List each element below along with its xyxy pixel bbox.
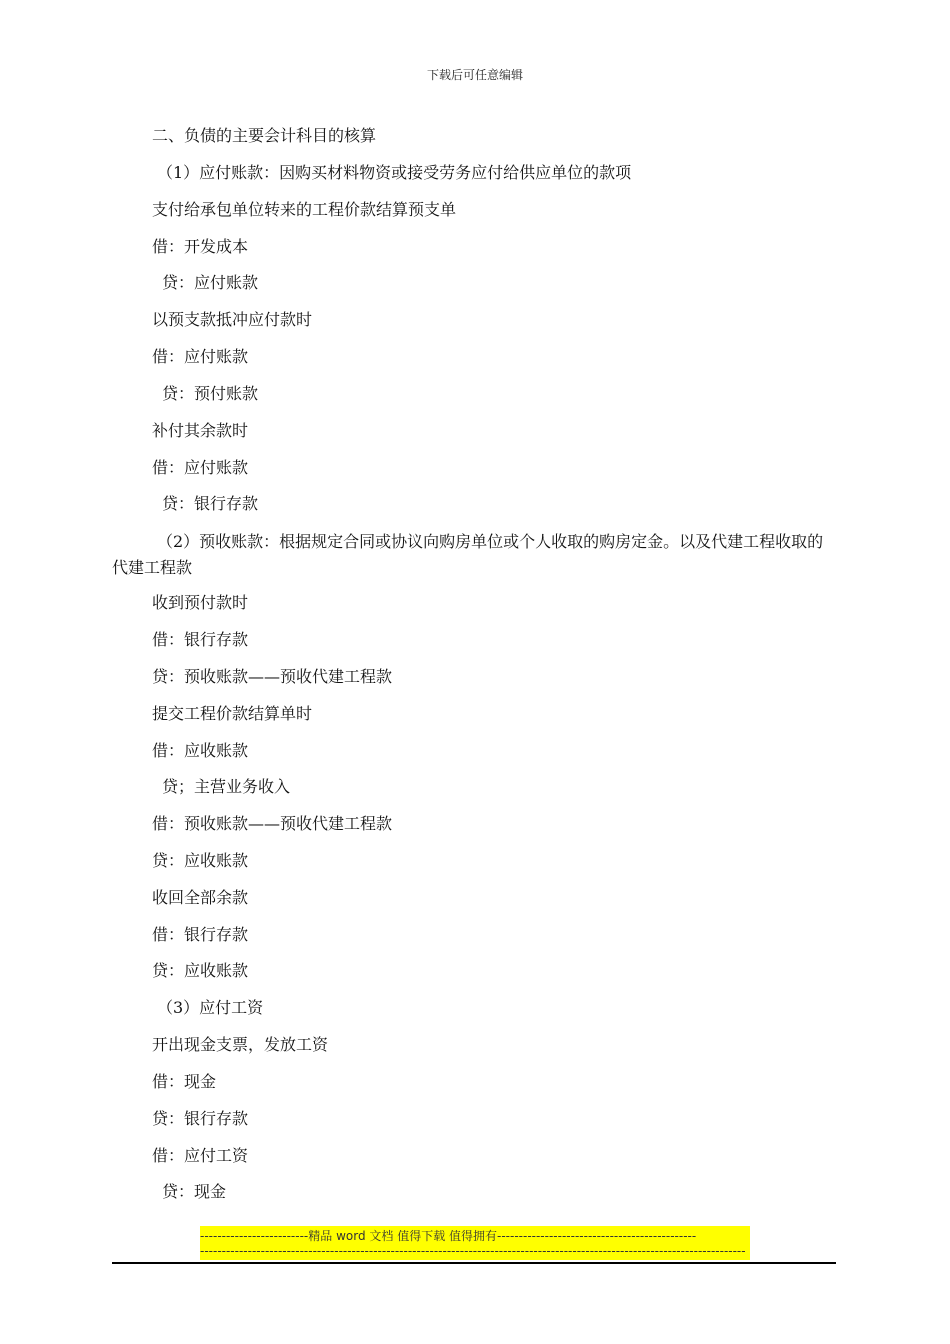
paragraph: 提交工程价款结算单时 [152, 704, 313, 723]
journal-credit: 贷：银行存款 [162, 494, 259, 513]
journal-debit: 借：应付账款 [152, 347, 249, 366]
footer-banner-line-1: -------------------------精品 word 文档 值得下载 值得拥有---------------------------------------------- [200, 1229, 697, 1243]
journal-credit: 贷：现金 [162, 1182, 227, 1201]
subsection-heading: （1）应付账款：因购买材料物资或接受劳务应付给供应单位的款项 [157, 163, 632, 182]
journal-credit: 贷：应收账款 [152, 851, 249, 870]
footer-banner-line-2: ------------------------------------------------------------------------------------------------------------------------------ [200, 1244, 746, 1258]
journal-debit: 借：现金 [152, 1072, 217, 1091]
paragraph: 开出现金支票，发放工资 [152, 1035, 329, 1054]
journal-credit: 贷：银行存款 [152, 1109, 249, 1128]
paragraph: 补付其余款时 [152, 421, 249, 440]
journal-credit: 贷；主营业务收入 [162, 777, 291, 796]
subsection-heading: （3）应付工资 [157, 998, 264, 1017]
journal-credit: 贷：应收账款 [152, 961, 249, 980]
journal-debit: 借：银行存款 [152, 630, 249, 649]
journal-credit: 贷：预收账款——预收代建工程款 [152, 667, 393, 686]
paragraph: 以预支款抵冲应付款时 [152, 310, 313, 329]
journal-debit: 借：预收账款——预收代建工程款 [152, 814, 393, 833]
journal-debit: 借：应付工资 [152, 1146, 249, 1165]
journal-debit: 借：应付账款 [152, 458, 249, 477]
page-header: 下载后可任意编辑 [426, 68, 523, 82]
footer-banner [200, 1226, 750, 1260]
paragraph: 收到预付款时 [152, 593, 249, 612]
journal-debit: 借：银行存款 [152, 925, 249, 944]
paragraph: 支付给承包单位转来的工程价款结算预支单 [152, 200, 457, 219]
journal-credit: 贷：应付账款 [162, 273, 259, 292]
paragraph: 收回全部余款 [152, 888, 249, 907]
journal-debit: 借：开发成本 [152, 237, 249, 256]
journal-credit: 贷：预付账款 [162, 384, 259, 403]
section-heading: 二、负债的主要会计科目的核算 [152, 126, 377, 145]
subsection-heading: （2）预收账款：根据规定合同或协议向购房单位或个人收取的购房定金。以及代建工程收取的代建工程款 [112, 532, 824, 577]
footer-rule [112, 1262, 836, 1264]
journal-debit: 借：应收账款 [152, 741, 249, 760]
